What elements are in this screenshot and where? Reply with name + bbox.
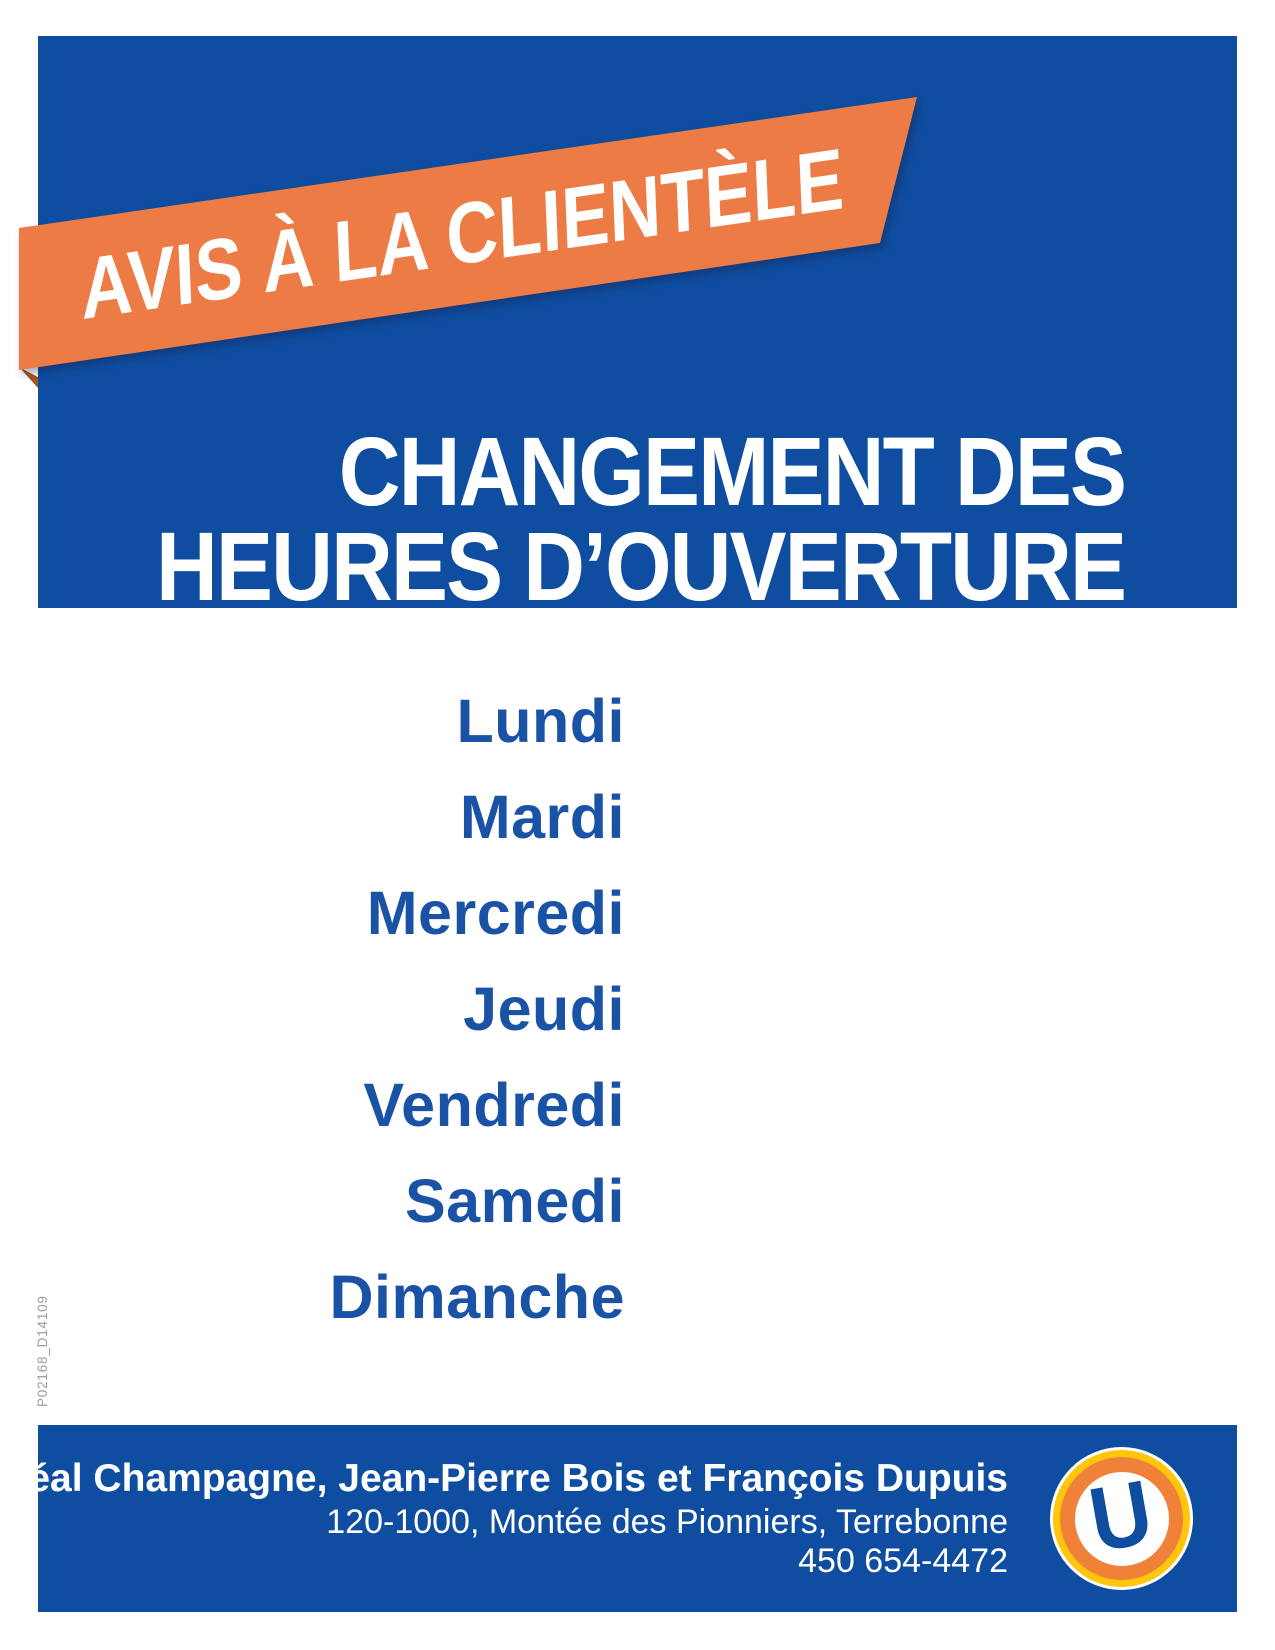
days-list	[329, 673, 625, 1345]
footer-text-block	[0, 1455, 1008, 1581]
ribbon-label: AVIS À LA CLIENTÈLE	[79, 130, 846, 339]
footer-bar	[0, 1425, 1237, 1612]
store-logo	[1050, 1447, 1193, 1590]
day-mardi: Mardi	[459, 783, 625, 851]
logo-orange-ring	[1060, 1457, 1183, 1580]
day-mercredi: Mercredi	[366, 879, 625, 947]
title-line-1: CHANGEMENT DES	[338, 417, 1125, 526]
address-line: 120-1000, Montée des Pionniers, Terrebonne	[326, 1503, 1008, 1541]
logo-yellow-ring	[1053, 1450, 1190, 1587]
day-dimanche: Dimanche	[329, 1263, 625, 1331]
title-line-2: HEURES D’OUVERTURE	[155, 512, 1125, 621]
day-samedi: Samedi	[405, 1167, 625, 1235]
logo-white-disc	[1075, 1460, 1169, 1571]
phone-line: 450 654-4472	[798, 1542, 1008, 1580]
print-code: P02168_D14109	[35, 1295, 50, 1407]
page-title	[155, 417, 1125, 621]
day-lundi: Lundi	[456, 687, 625, 755]
day-vendredi: Vendredi	[363, 1071, 625, 1139]
logo-u-letter: U	[1082, 1460, 1160, 1571]
day-jeudi: Jeudi	[463, 975, 625, 1043]
owners-line: Réal Champagne, Jean-Pierre Bois et François Dupuis	[0, 1457, 1008, 1500]
notice-ribbon	[19, 97, 919, 372]
